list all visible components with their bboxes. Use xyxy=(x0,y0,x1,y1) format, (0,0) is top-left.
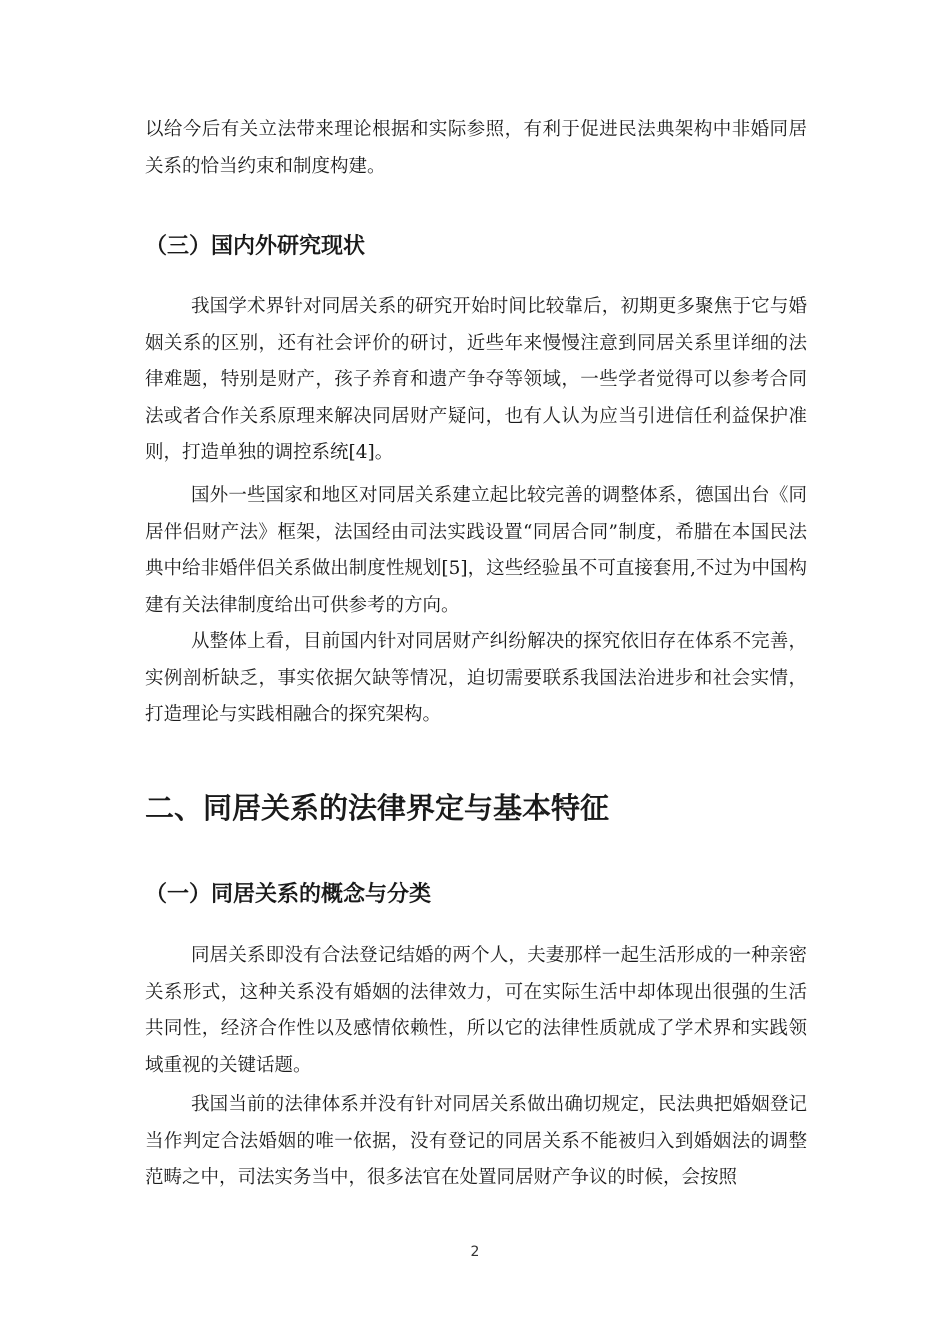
chapter-heading-legal-definition: 二、同居关系的法律界定与基本特征 xyxy=(145,791,610,825)
section-heading-research-status: （三）国内外研究现状 xyxy=(145,234,366,259)
page-number: 2 xyxy=(470,1244,480,1260)
section-heading-concept-classification: （一）同居关系的概念与分类 xyxy=(145,882,432,907)
paragraph-overall-assessment: 从整体上看，目前国内针对同居财产纠纷解决的探究依旧存在体系不完善，实例剖析缺乏，事实依据欠缺等情况，迫切需要联系我国法治进步和社会实情，打造理论与实践相融合的探究架构。 xyxy=(145,631,807,725)
paragraph-intro-continuation: 以给今后有关立法带来理论根据和实际参照，有利于促进民法典架构中非婚同居关系的恰当约束和制度构建。 xyxy=(145,119,807,177)
paragraph-foreign-research: 国外一些国家和地区对同居关系建立起比较完善的调整体系，德国出台《同居伴侣财产法》框架，法国经由司法实践设置“同居合同”制度，希腊在本国民法典中给非婚伴侣关系做出制度性规划[5]，这些经验虽不可直接套用,不过为中国构建有关法律制度给出可供参考的方向。 xyxy=(145,485,807,616)
paragraph-current-legal-system: 我国当前的法律体系并没有针对同居关系做出确切规定，民法典把婚姻登记当作判定合法婚姻的唯一依据，没有登记的同居关系不能被归入到婚姻法的调整范畴之中，司法实务当中，很多法官在处置同居财产争议的时候，会按照 xyxy=(145,1094,807,1188)
paragraph-domestic-research: 我国学术界针对同居关系的研究开始时间比较靠后，初期更多聚焦于它与婚姻关系的区别，还有社会评价的研讨，近些年来慢慢注意到同居关系里详细的法律难题，特别是财产，孩子养育和遗产争夺等领域，一些学者觉得可以参考合同法或者合作关系原理来解决同居财产疑问，也有人认为应当引进信任利益保护准则，打造单独的调控系统[4]。 xyxy=(145,296,807,463)
paragraph-concept-definition: 同居关系即没有合法登记结婚的两个人，夫妻那样一起生活形成的一种亲密关系形式，这种关系没有婚姻的法律效力，可在实际生活中却体现出很强的生活共同性，经济合作性以及感情依赖性，所以它的法律性质就成了学术界和实践领域重视的关键话题。 xyxy=(145,945,807,1076)
